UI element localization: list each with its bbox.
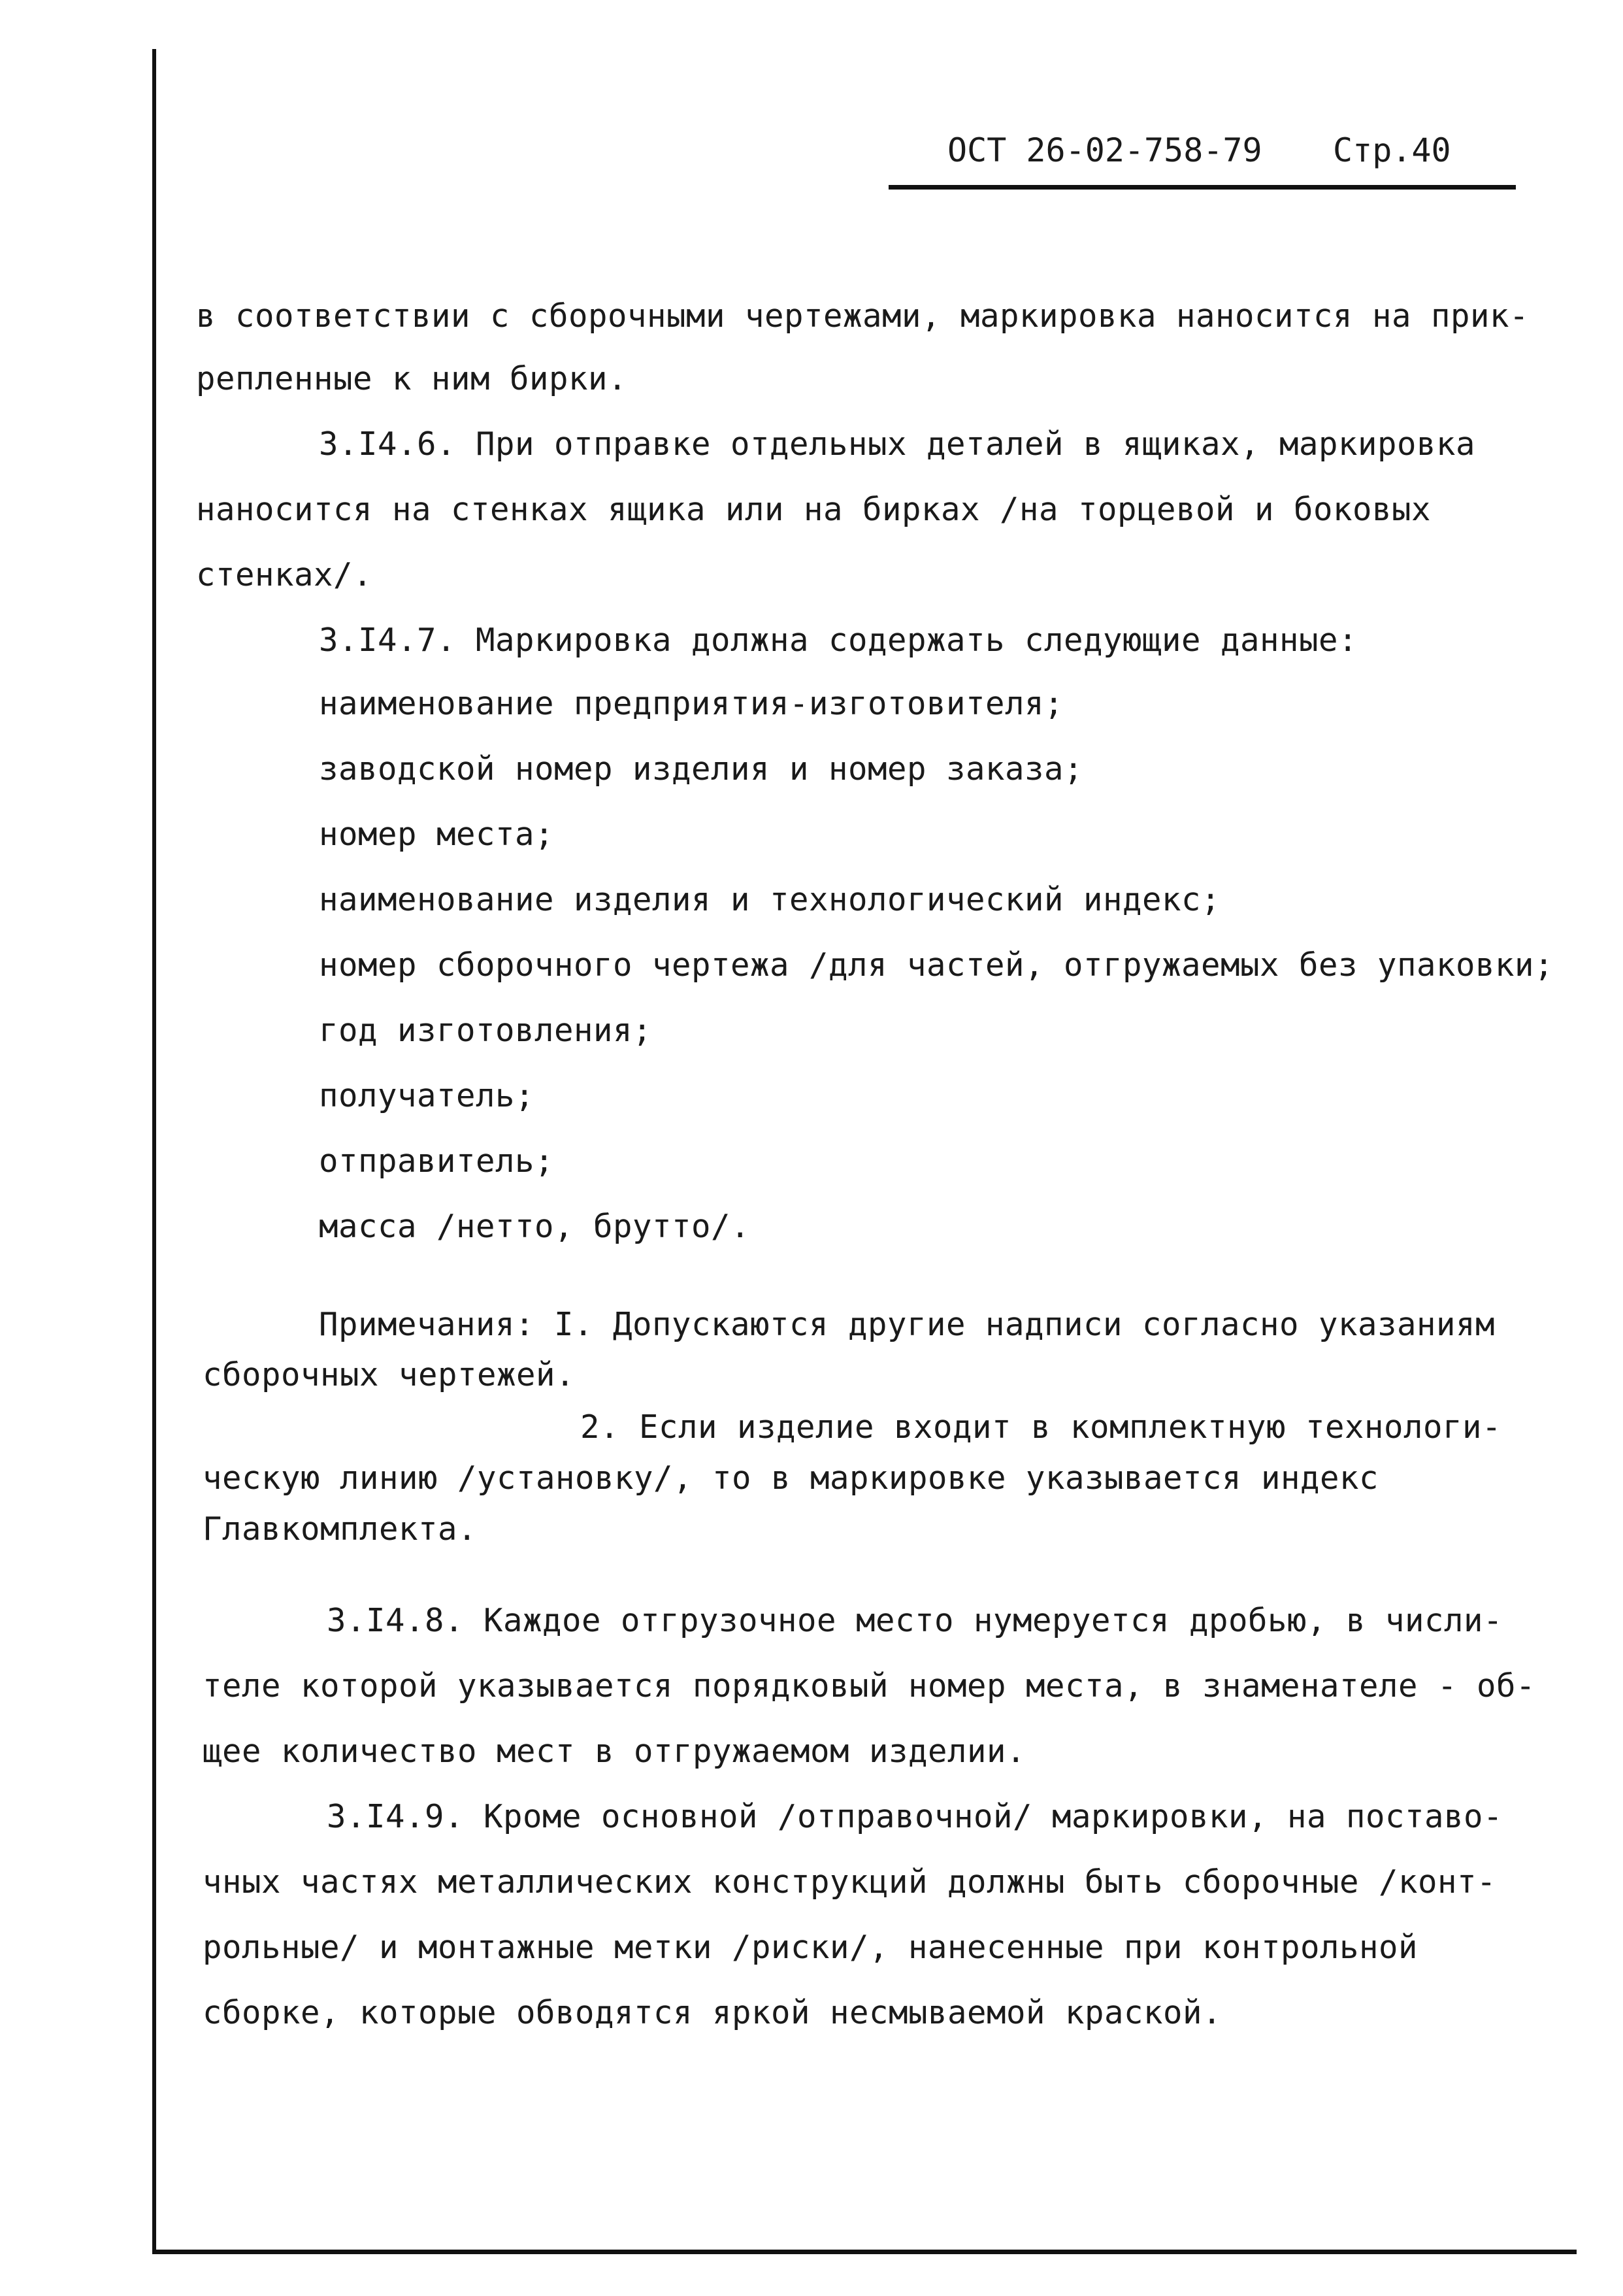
- standard-code: ОСТ 26-02-758-79: [947, 131, 1262, 169]
- body-line: чных частях металлических конструкций должны быть сборочные /конт-: [203, 1863, 1497, 1901]
- header-underline: [889, 185, 1516, 190]
- notes-line: 2. Если изделие входит в комплектную технологи-: [580, 1408, 1502, 1446]
- body-line: наносится на стенках ящика или на бирках /на торцевой и боковых: [196, 491, 1432, 528]
- list-item: наименование изделия и технологический индекс;: [319, 881, 1221, 918]
- notes-line: ческую линию /установку/, то в маркировке указывается индекс: [203, 1459, 1379, 1497]
- page-number: Стр.40: [1333, 131, 1451, 169]
- body-line: рольные/ и монтажные метки /риски/, нанесенные при контрольной: [203, 1929, 1418, 1966]
- bottom-rule: [152, 2250, 1577, 2254]
- section-3-14-8: 3.I4.8. Каждое отгрузочное место нумеруется дробью, в числи-: [327, 1602, 1503, 1639]
- section-3-14-6: 3.I4.6. При отправке отдельных деталей в ящиках, маркировка: [319, 425, 1476, 463]
- left-margin-rule: [152, 49, 156, 2252]
- body-line: теле которой указывается порядковый номер места, в знаменателе - об-: [203, 1667, 1536, 1705]
- body-line: репленные к ним бирки.: [196, 360, 628, 397]
- list-item: номер сборочного чертежа /для частей, отгружаемых без упаковки;: [319, 946, 1554, 984]
- list-item: получатель;: [319, 1077, 535, 1114]
- list-item: заводской номер изделия и номер заказа;: [319, 750, 1084, 788]
- body-line: сборке, которые обводятся яркой несмываемой краской.: [203, 1994, 1222, 2031]
- section-3-14-7: 3.I4.7. Маркировка должна содержать следующие данные:: [319, 622, 1358, 659]
- list-item: год изготовления;: [319, 1012, 653, 1049]
- notes-line: Главкомплекта.: [203, 1510, 478, 1548]
- list-item: масса /нетто, брутто/.: [319, 1208, 751, 1245]
- list-item: номер места;: [319, 816, 555, 853]
- body-line: щее количество мест в отгружаемом изделии.: [203, 1733, 1026, 1770]
- section-3-14-9: 3.I4.9. Кроме основной /отправочной/ маркировки, на поставо-: [327, 1798, 1503, 1835]
- list-item: отправитель;: [319, 1142, 555, 1180]
- body-line: стенках/.: [196, 556, 373, 593]
- notes-line: Примечания: I. Допускаются другие надписи согласно указаниям: [319, 1306, 1496, 1343]
- page-header: [889, 127, 1516, 173]
- list-item: наименование предприятия-изготовителя;: [319, 685, 1064, 722]
- notes-line: сборочных чертежей.: [203, 1356, 576, 1393]
- body-line: в соответствии с сборочными чертежами, маркировка наносится на прик-: [196, 297, 1530, 335]
